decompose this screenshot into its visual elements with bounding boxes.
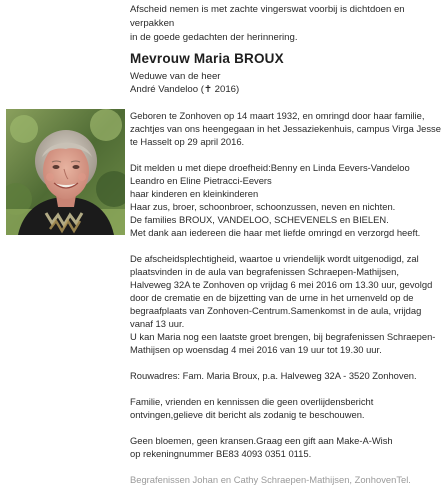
- intro-line: verpakken: [130, 18, 175, 29]
- body-line: U kan Maria nog een laatste groet brengen, bij begrafenissen Schraepen-: [130, 331, 436, 342]
- body-line: ontvingen,gelieve dit bericht als zodanig te beschouwen.: [130, 409, 365, 420]
- body-line: Geboren te Zonhoven op 14 maart 1932, en omringd door haar familie,: [130, 110, 425, 121]
- intro-line: Afscheid nemen is met zachte vingerswat voorbij is dichtdoen en: [130, 4, 405, 15]
- body-line: op rekeningnummer BE83 4093 0351 0115.: [130, 448, 312, 459]
- body-line: Leandro en Eline Pietracci-Eevers: [130, 175, 272, 186]
- body-line: Halveweg 32A te Zonhoven op vrijdag 6 mei 2016 om 13.30 uur, gevolgd: [130, 279, 433, 290]
- body-line: haar kinderen en kleinkinderen: [130, 188, 259, 199]
- relation-line: André Vandeloo (✝ 2016): [130, 84, 240, 95]
- body-line: De afscheidsplechtigheid, waartoe u vriendelijk wordt uitgenodigd, zal: [130, 253, 419, 264]
- deceased-name: Mevrouw Maria BROUX: [130, 51, 284, 66]
- body-line: plaatsvinden in de aula van begrafenissen Schraepen-Mathijsen,: [130, 266, 399, 277]
- intro-line: in de goede gedachten der herinnering.: [130, 32, 298, 43]
- relation-info: [130, 70, 239, 96]
- funeral-home-footer: Begrafenissen Johan en Cathy Schraepen-Mathijsen, ZonhovenTel.: [130, 474, 411, 485]
- body-line: Mathijsen op woensdag 4 mei 2016 van 19 uur tot 19.30 uur.: [130, 344, 382, 355]
- relation-line: Weduwe van de heer: [130, 71, 221, 82]
- body-line: Dit melden u met diepe droefheid:Benny en Linda Eevers-Vandeloo: [130, 162, 410, 173]
- body-line: Haar zus, broer, schoonbroer, schoonzussen, neven en nichten.: [130, 201, 396, 212]
- body-line: zachtjes van ons heengegaan in het Jessaziekenhuis, campus Virga Jesse: [130, 123, 441, 134]
- body-line: te Hasselt op 29 april 2016.: [130, 136, 245, 147]
- obituary-body: [130, 109, 444, 486]
- intro-quote: [130, 3, 442, 45]
- body-line: vanaf 13 uur.: [130, 318, 185, 329]
- body-line: begraafplaats van Zonhoven-Centrum.Samenkomst in de aula, vrijdag: [130, 305, 422, 316]
- portrait-photo: [6, 109, 125, 235]
- body-line: Familie, vrienden en kennissen die geen overlijdensbericht: [130, 396, 374, 407]
- body-line: De families BROUX, VANDELOO, SCHEVENELS en BIELEN.: [130, 214, 389, 225]
- body-line: Met dank aan iedereen die haar met liefde omringd en verzorgd heeft.: [130, 227, 421, 238]
- mourning-address: Rouwadres: Fam. Maria Broux, p.a. Halveweg 32A - 3520 Zonhoven.: [130, 370, 417, 381]
- body-line: Geen bloemen, geen kransen.Graag een gift aan Make-A-Wish: [130, 435, 393, 446]
- body-line: door de crematie en de bijzetting van de urne in het urnenveld op de: [130, 292, 414, 303]
